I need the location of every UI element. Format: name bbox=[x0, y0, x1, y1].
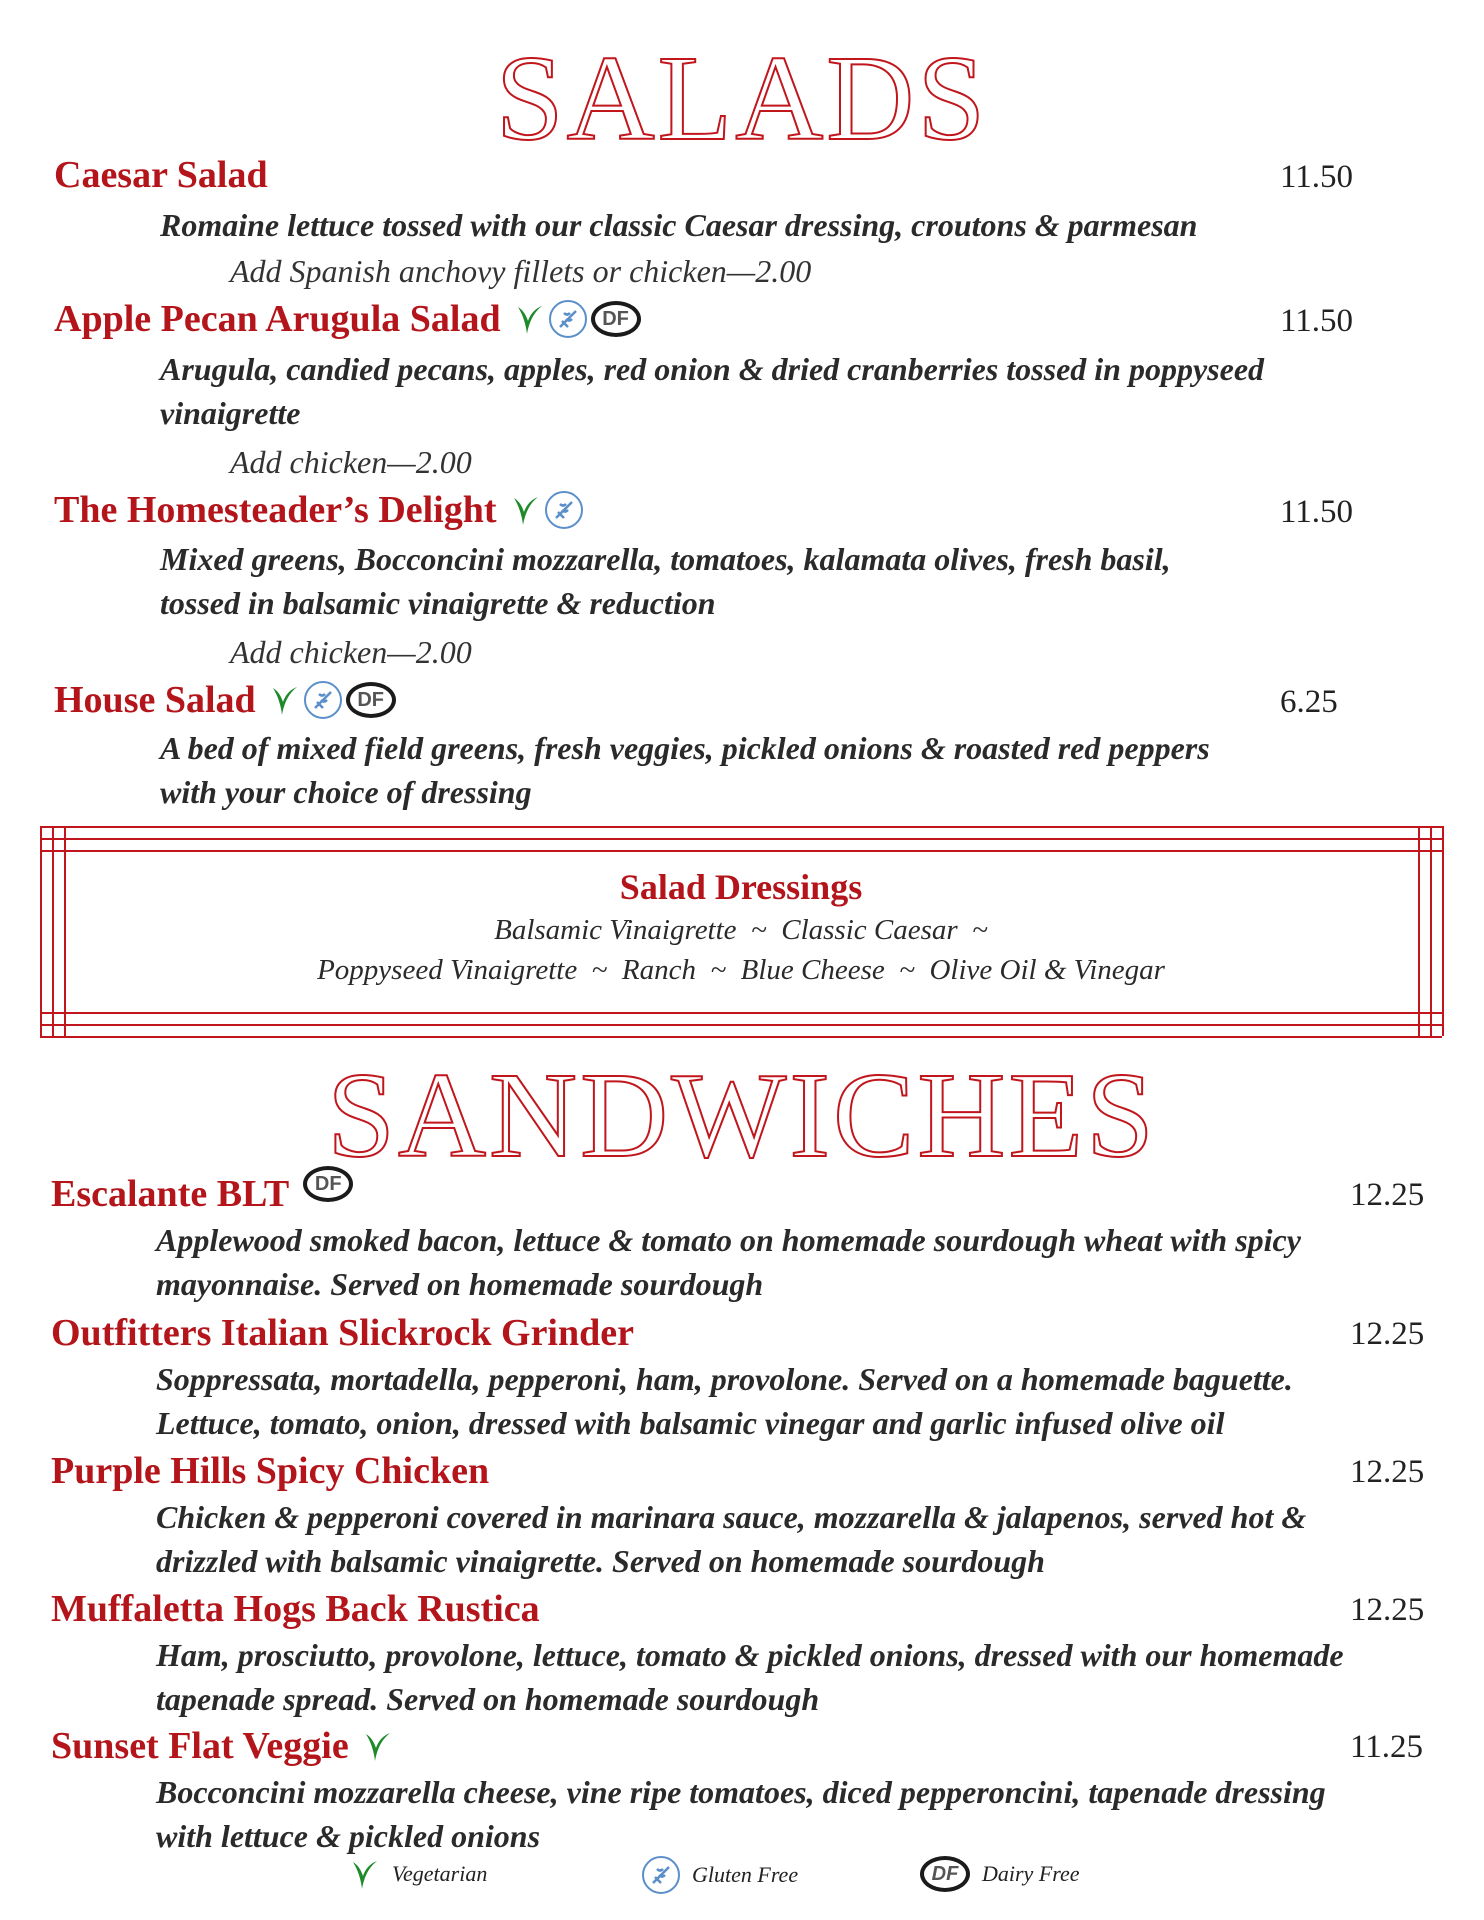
item-description: A bed of mixed field greens, fresh veggies, pickled onions & roasted red peppers with your choice of dressing bbox=[160, 730, 1210, 810]
sandwiches-heading: SANDWICHES bbox=[327, 1048, 1157, 1183]
dressings-list-line-2: Poppyseed Vinaigrette ~ Ranch ~ Blue Cheese ~ Olive Oil & Vinegar bbox=[317, 954, 1165, 986]
menu-item-purple-hills-spicy-chicken bbox=[51, 1452, 499, 1490]
item-price: 12.25 bbox=[1350, 1592, 1425, 1628]
item-name: The Homesteader’s Delight bbox=[54, 489, 497, 531]
item-price: 6.25 bbox=[1280, 684, 1338, 720]
item-description: Mixed greens, Bocconcini mozzarella, tomatoes, kalamata olives, fresh basil, tossed in balsamic vinaigrette & reduction bbox=[160, 541, 1171, 621]
item-name: Escalante BLT bbox=[51, 1173, 290, 1215]
gluten-free-icon bbox=[549, 300, 587, 338]
legend-vegetarian-label: Vegetarian bbox=[392, 1861, 488, 1886]
item-price: 12.25 bbox=[1350, 1316, 1425, 1352]
vegetarian-leaf-icon bbox=[270, 682, 300, 718]
dairy-free-icon: DF bbox=[303, 1166, 353, 1202]
menu-item-escalante-blt bbox=[51, 1175, 353, 1213]
item-description: Applewood smoked bacon, lettuce & tomato on homemade sourdough wheat with spicy mayonnaise. Served on homemade sourdough bbox=[156, 1222, 1301, 1302]
gluten-free-icon bbox=[642, 1856, 680, 1894]
item-price: 12.25 bbox=[1350, 1177, 1425, 1213]
item-description: Romaine lettuce tossed with our classic Caesar dressing, croutons & parmesan bbox=[160, 207, 1198, 243]
item-name: Muffaletta Hogs Back Rustica bbox=[51, 1588, 540, 1630]
item-description: Arugula, candied pecans, apples, red onion & dried cranberries tossed in poppyseed vinaigrette bbox=[160, 351, 1265, 431]
item-description: Chicken & pepperoni covered in marinara sauce, mozzarella & jalapenos, served hot & drizzled with balsamic vinaigrette. Served on homemade sourdough bbox=[156, 1499, 1307, 1579]
gluten-free-icon bbox=[545, 491, 583, 529]
menu-item-house-salad bbox=[54, 681, 396, 719]
item-name: Purple Hills Spicy Chicken bbox=[51, 1450, 490, 1492]
item-addon: Add Spanish anchovy fillets or chicken—2.00 bbox=[230, 253, 812, 289]
legend-vegetarian bbox=[350, 1856, 487, 1892]
legend-gluten-free-label: Gluten Free bbox=[692, 1862, 799, 1887]
menu-item-caesar-salad bbox=[54, 156, 278, 194]
item-description: Soppressata, mortadella, pepperoni, ham, provolone. Served on a homemade baguette. Lettuce, tomato, onion, dressed with balsamic vinegar and garlic infused olive oil bbox=[156, 1361, 1293, 1441]
item-name: Apple Pecan Arugula Salad bbox=[54, 298, 501, 340]
salad-dressings-box bbox=[40, 826, 1442, 1036]
item-price: 11.25 bbox=[1350, 1729, 1424, 1765]
vegetarian-leaf-icon bbox=[363, 1728, 393, 1764]
item-price: 12.25 bbox=[1350, 1454, 1425, 1490]
salads-heading: SALADS bbox=[495, 31, 989, 166]
menu-item-outfitters-italian-slickrock-grinder bbox=[51, 1314, 644, 1352]
menu-item-apple-pecan-arugula-salad bbox=[54, 300, 641, 338]
legend-dairy-free-label: Dairy Free bbox=[982, 1861, 1080, 1886]
legend-gluten-free bbox=[642, 1856, 798, 1894]
item-name: House Salad bbox=[54, 679, 256, 721]
menu-item-homesteaders-delight bbox=[54, 491, 583, 529]
dairy-free-icon: DF bbox=[346, 682, 396, 718]
item-description: Ham, prosciutto, provolone, lettuce, tomato & pickled onions, dressed with our homemade tapenade spread. Served on homemade sourdough bbox=[156, 1637, 1344, 1717]
item-price: 11.50 bbox=[1280, 159, 1354, 195]
vegetarian-leaf-icon bbox=[350, 1856, 380, 1892]
vegetarian-leaf-icon bbox=[511, 492, 541, 528]
item-name: Sunset Flat Veggie bbox=[51, 1725, 349, 1767]
menu-item-sunset-flat-veggie bbox=[51, 1727, 393, 1765]
vegetarian-leaf-icon bbox=[515, 301, 545, 337]
item-name: Outfitters Italian Slickrock Grinder bbox=[51, 1312, 634, 1354]
item-price: 11.50 bbox=[1280, 303, 1354, 339]
dressings-title: Salad Dressings bbox=[619, 867, 863, 907]
menu-item-muffaletta-hogs-back-rustica bbox=[51, 1590, 550, 1628]
dressings-list-line-1: Balsamic Vinaigrette ~ Classic Caesar ~ bbox=[494, 914, 988, 946]
legend-dairy-free bbox=[920, 1856, 1080, 1892]
dairy-free-icon: DF bbox=[591, 301, 641, 337]
item-addon: Add chicken—2.00 bbox=[230, 634, 472, 670]
item-price: 11.50 bbox=[1280, 494, 1354, 530]
item-addon: Add chicken—2.00 bbox=[230, 444, 472, 480]
gluten-free-icon bbox=[304, 681, 342, 719]
item-name: Caesar Salad bbox=[54, 154, 268, 196]
item-description: Bocconcini mozzarella cheese, vine ripe tomatoes, diced pepperoncini, tapenade dressing with lettuce & pickled onions bbox=[156, 1774, 1326, 1854]
dairy-free-icon: DF bbox=[920, 1856, 970, 1892]
